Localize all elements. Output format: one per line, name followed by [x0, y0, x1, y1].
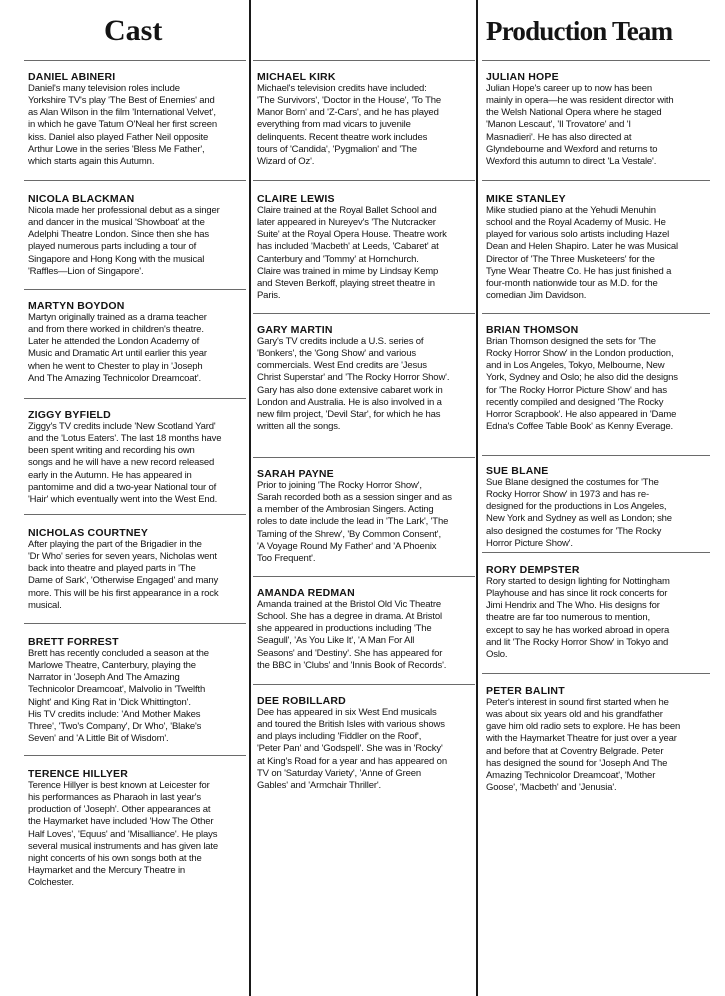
cast-entry — [253, 313, 475, 433]
member-bio: Ziggy's TV credits include 'New Scotland Yard' and the 'Lotus Eaters'. The last 18 months have been spent writing and recording his own songs and he will have a new record released early in the Autumn. He has appeared in pantomime and did a two-year National tour of 'Hair' which eventually went into the West End. — [28, 421, 222, 505]
member-bio: Peter's interest in sound first started when he was about six years old and his grandfather gave him old radio sets to explore. He has been with the Haymarket Theatre for just over a year and before that at Coventry Belgrade. Peter has designed the sound for 'Joseph And The Amazing Technicolor Dreamcoat', 'Mother Goose', 'Macbeth' and 'Jenusia'. — [486, 697, 681, 794]
member-bio: Brett has recently concluded a season at the Marlowe Theatre, Canterbury, playing the Narrator in 'Joseph And The Amazing Technicolor Dreamcoat', Malvolio in 'Twelfth Night' and King Rat in 'Dick Whittington'. His TV credits include: 'And Mother Makes Three', 'Two's Company', Dr Who', 'Blake's Seven' and 'A Little Bit of Wisdom'. — [28, 648, 209, 745]
cast-entry — [24, 398, 246, 506]
team-entry — [482, 60, 710, 168]
team-entry — [482, 552, 710, 661]
member-bio: Mike studied piano at the Yehudi Menuhin school and the Royal Academy of Music. He played for various solo artists including Hazel Dean and Helen Shapiro. Later he was Musical Director of 'The Three Musketeers' for the Tyne Wear Theatre Co. He has just finished a four-month nationwide tour as M.D. for the comedian Jim Davidson. — [486, 205, 678, 302]
member-bio: After playing the part of the Brigadier in the 'Dr Who' series for seven years, Nicholas went back into theatre and played parts in 'The Dame of Sark', 'Otherwise Engaged' and many more. This will be his first appearance in a rock musical. — [28, 539, 219, 611]
member-name: PETER BALINT — [486, 685, 565, 697]
cast-entry — [24, 514, 246, 612]
member-bio: Nicola made her professional debut as a singer and dancer in the musical 'Showboat' at the Adelphi Theatre London. Since then she has played numerous parts including a tour of Singapore and Hong Kong with the musical 'Raffles—Lion of Singapore'. — [28, 205, 220, 277]
cast-column — [24, 0, 246, 996]
member-bio: Daniel's many television roles include Yorkshire TV's play 'The Best of Enemies' and as Alan Wilson in the film 'International Velvet', in which he gave Tatum O'Neal her first screen kiss. Daniel also played Father Neil opposite Arthur Lowe in the series 'Bless Me Father', which starts again this Autumn. — [28, 83, 218, 167]
team-entry — [482, 455, 710, 550]
member-name: DANIEL ABINERI — [28, 71, 116, 83]
cast-entry — [24, 755, 246, 889]
member-name: GARY MARTIN — [257, 324, 333, 336]
member-name: CLAIRE LEWIS — [257, 193, 335, 205]
member-name: AMANDA REDMAN — [257, 587, 355, 599]
middle-column — [253, 0, 475, 996]
team-entry — [482, 180, 710, 302]
column-rule-2 — [476, 0, 478, 996]
member-name: BRETT FORREST — [28, 636, 119, 648]
cast-heading: Cast — [104, 14, 163, 47]
member-name: SARAH PAYNE — [257, 468, 334, 480]
cast-entry — [253, 684, 475, 792]
team-entry — [482, 673, 710, 794]
member-name: MARTYN BOYDON — [28, 300, 125, 312]
member-name: DEE ROBILLARD — [257, 695, 346, 707]
cast-entry — [24, 180, 246, 278]
cast-entry — [253, 180, 475, 302]
member-name: RORY DEMPSTER — [486, 564, 580, 576]
member-name: ZIGGY BYFIELD — [28, 409, 111, 421]
cast-entry — [253, 60, 475, 168]
column-rule-1 — [249, 0, 251, 996]
member-bio: Michael's television credits have included: 'The Survivors', 'Doctor in the House', 'To The Manor Born' and 'Z-Cars', and he has played everything from mad vicars to juvenile delinquents. Recent theatre work includes tours of 'Candida', 'Pygmalion' and 'The Wizard of Oz'. — [257, 83, 442, 167]
cast-entry — [253, 457, 475, 565]
member-name: NICOLA BLACKMAN — [28, 193, 135, 205]
member-bio: Martyn originally trained as a drama teacher and from there worked in children's theatre. Later he attended the London Academy of Music and Dramatic Art until earlier this year when he went to Chester to play in 'Joseph And The Amazing Technicolor Dreamcoat'. — [28, 312, 207, 384]
team-entry — [482, 313, 710, 433]
member-name: JULIAN HOPE — [486, 71, 559, 83]
member-name: SUE BLANE — [486, 465, 549, 477]
cast-entry — [24, 623, 246, 745]
production-team-heading: Production Team — [486, 16, 673, 46]
member-bio: Prior to joining 'The Rocky Horror Show', Sarah recorded both as a session singer and as a member of the Ambrosian Singers. Acting roles to date include the lead in 'The Lark', 'The Taming of the Shrew', 'By Common Consent', 'A Voyage Round My Father' and 'A Phoenix Too Frequent'. — [257, 480, 452, 564]
member-bio: Sue Blane designed the costumes for 'The Rocky Horror Show' in 1973 and has re- designed for the productions in Los Angeles, New York and Sydney as well as London; she also designed the costumes for 'The Rocky Horror Picture Show'. — [486, 477, 672, 549]
cast-entry — [24, 289, 246, 385]
member-bio: Julian Hope's career up to now has been mainly in opera—he was resident director with the Welsh National Opera where he staged 'Manon Lescaut', 'Il Trovatore' and 'I Masnadieri'. He has also directed at Glyndebourne and Wexford and returns to Wexford this autumn to direct 'La Vestale'. — [486, 83, 674, 167]
member-bio: Dee has appeared in six West End musicals and toured the British Isles with various shows and plays including 'Fiddler on the Roof', 'Peter Pan' and 'Godspell'. She was in 'Rocky' at King's Road for a year and has appeared on TV on 'Saturday Variety', 'Anne of Green Gables' and 'Armchair Thriller'. — [257, 707, 447, 791]
member-bio: Claire trained at the Royal Ballet School and later appeared in Nureyev's 'The Nutcracker Suite' at the Royal Opera House. Theatre work has included 'Macbeth' at Leeds, 'Cabaret' at Canterbury and 'Tommy' at Hornchurch. Claire was trained in mime by Lindsay Kemp and Steven Berkoff, playing street theatre in Paris. — [257, 205, 447, 302]
member-name: BRIAN THOMSON — [486, 324, 579, 336]
cast-entry — [24, 60, 246, 168]
member-bio: Terence Hillyer is best known at Leicester for his performances as Pharaoh in last year's production of 'Joseph'. Other appearances at the Haymarket have included 'How The Other Half Loves', 'Equus' and 'Misalliance'. He plays several musical instruments and has given late night concerts of his own songs both at the Haymarket and the Mercury Theatre in Colchester. — [28, 780, 219, 889]
member-name: MICHAEL KIRK — [257, 71, 336, 83]
cast-entry — [253, 576, 475, 672]
member-name: MIKE STANLEY — [486, 193, 566, 205]
member-bio: Gary's TV credits include a U.S. series of 'Bonkers', the 'Gong Show' and various commercials. West End credits are 'Jesus Christ Superstar' and 'The Rocky Horror Show'. Gary has also done extensive cabaret work in London and Australia. He is also involved in a new film project, 'Devil Star', for which he has written all the songs. — [257, 336, 450, 433]
production-column — [482, 0, 710, 996]
member-name: TERENCE HILLYER — [28, 768, 129, 780]
member-name: NICHOLAS COURTNEY — [28, 527, 149, 539]
member-bio: Brian Thomson designed the sets for 'The Rocky Horror Show' in the London production, and in Los Angeles, Tokyo, Melbourne, New York, Sydney and Oslo; he also did the designs for 'The Rocky Horror Picture Show' and has recently compiled and designed 'The Rocky Horror Scrapbook'. He also appeared in 'Dame Edna's Coffee Table Book' as Kenny Everage. — [486, 336, 678, 433]
member-bio: Rory started to design lighting for Nottingham Playhouse and has since lit rock concerts for Jimi Hendrix and The Who. His designs for theatre are far too numerous to mention, except to say he has worked abroad in opera and lit 'The Rocky Horror Show' in Tokyo and Oslo. — [486, 576, 670, 660]
member-bio: Amanda trained at the Bristol Old Vic Theatre School. She has a degree in drama. At Bristol she appeared in productions including 'The Seagull', 'As You Like It', 'A Man For All Seasons' and 'Destiny'. She has appeared for the BBC in 'Clubs' and 'Innis Book of Records'. — [257, 599, 447, 671]
